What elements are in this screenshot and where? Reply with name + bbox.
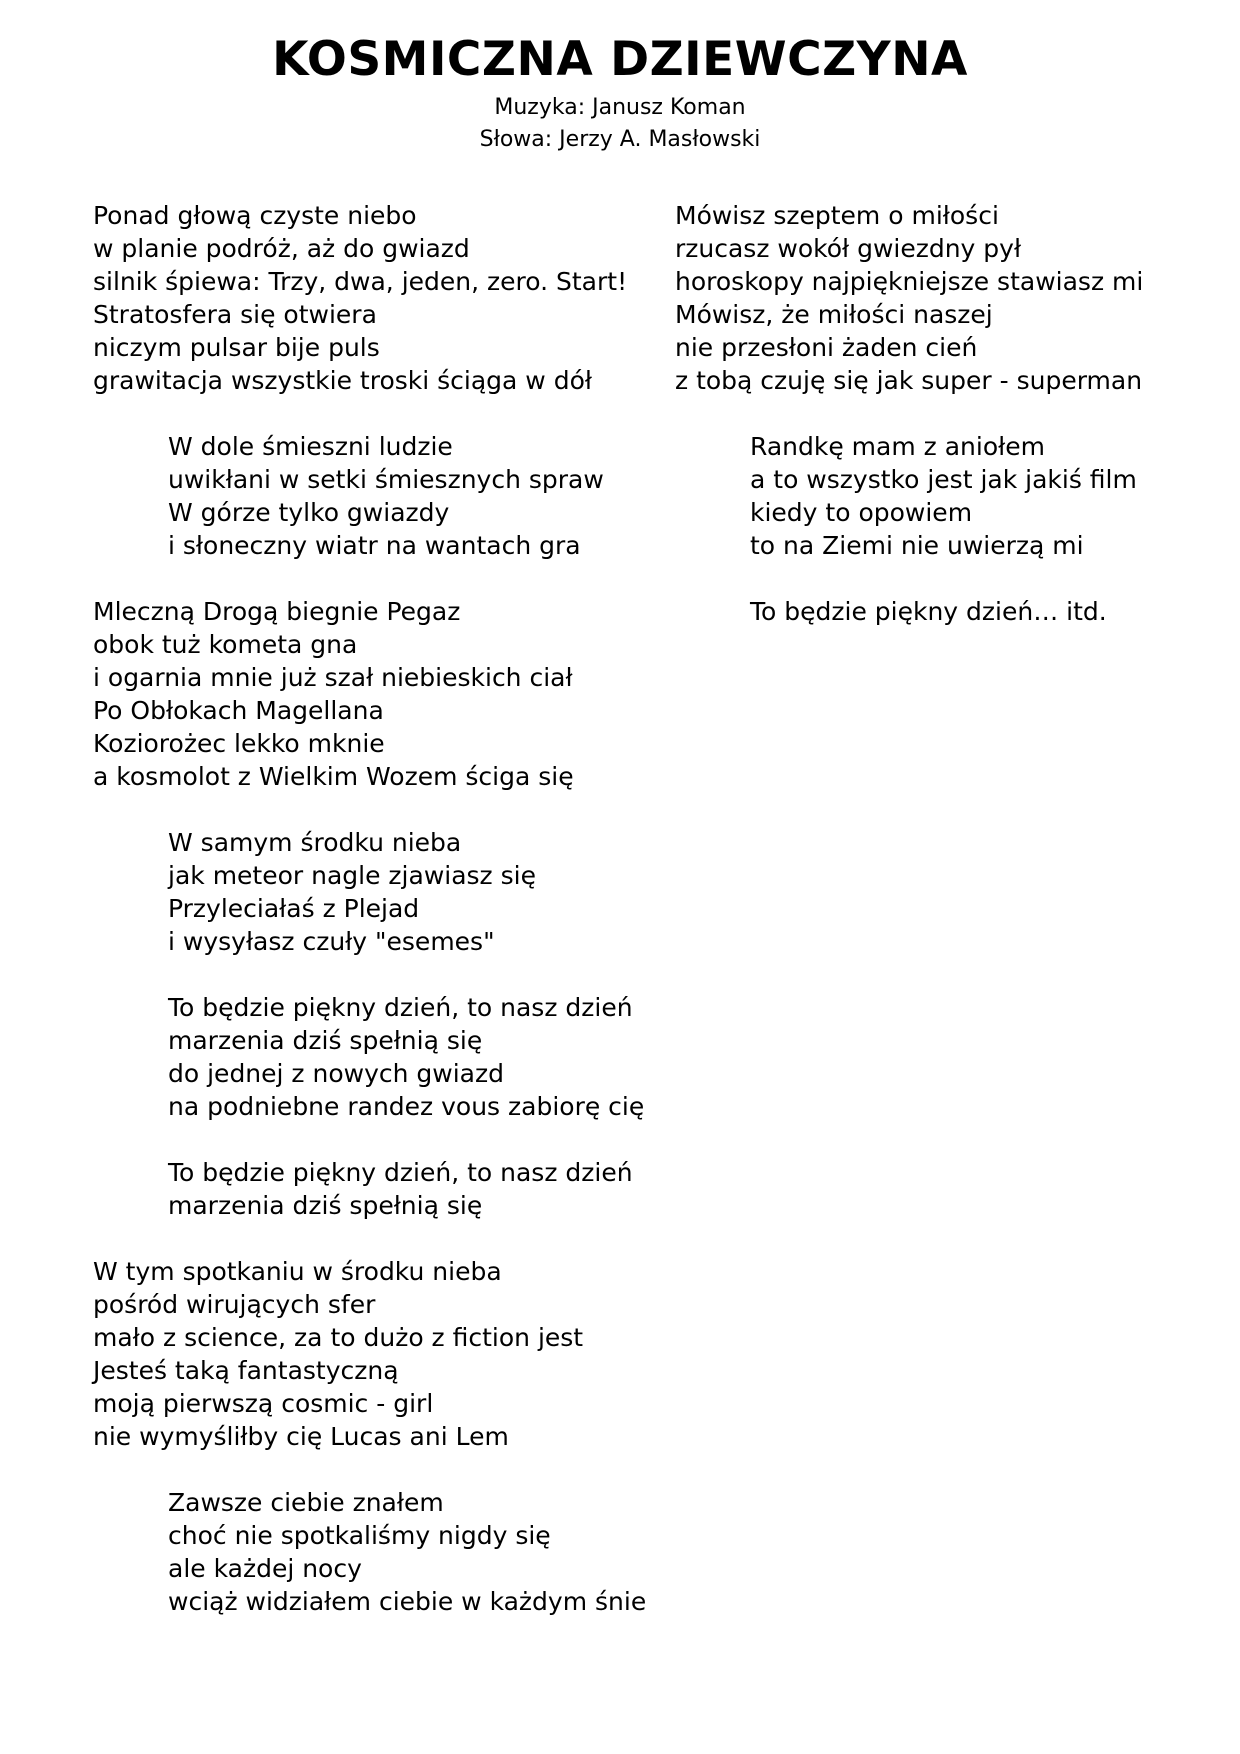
lyric-line: To będzie piękny dzień… itd.	[750, 597, 1107, 626]
lyric-line: W dole śmieszni ludzie	[168, 432, 453, 461]
lyric-line: do jednej z nowych gwiazd	[168, 1059, 504, 1088]
lyric-line: marzenia dziś spełnią się	[168, 1191, 483, 1220]
lyric-line: mało z science, za to dużo z fiction jest	[93, 1323, 584, 1352]
lyric-line: rzucasz wokół gwiezdny pył	[675, 234, 1022, 263]
lyric-line: choć nie spotkaliśmy nigdy się	[168, 1521, 551, 1550]
lyric-line: wciąż widziałem ciebie w każdym śnie	[168, 1587, 647, 1616]
stanza-chorus	[93, 826, 653, 958]
lyric-line: ale każdej nocy	[168, 1554, 362, 1583]
lyric-line: niczym pulsar bije puls	[93, 333, 380, 362]
lyrics-credit: Słowa: Jerzy A. Masłowski	[479, 127, 761, 152]
stanza-chorus	[675, 595, 1235, 628]
lyric-line: To będzie piękny dzień, to nasz dzień	[168, 1158, 633, 1187]
lyric-line: uwikłani w setki śmiesznych spraw	[168, 465, 604, 494]
lyric-line: Koziorożec lekko mknie	[93, 729, 385, 758]
lyric-line: Jesteś taką fantastyczną	[93, 1356, 399, 1385]
lyric-line: grawitacja wszystkie troski ściąga w dół	[93, 366, 592, 395]
lyric-line: silnik śpiewa: Trzy, dwa, jeden, zero. Start!	[93, 267, 628, 296]
lyrics-column-left	[93, 199, 653, 1651]
lyric-line: kiedy to opowiem	[750, 498, 973, 527]
lyric-line: nie wymyśliłby cię Lucas ani Lem	[93, 1422, 509, 1451]
music-credit: Muzyka: Janusz Koman	[494, 95, 746, 120]
lyrics-column-right	[675, 199, 1235, 661]
lyric-line: w planie podróż, aż do gwiazd	[93, 234, 470, 263]
lyric-line: i słoneczny wiatr na wantach gra	[168, 531, 581, 560]
lyric-line: W samym środku nieba	[168, 828, 462, 857]
lyric-line: Zawsze ciebie znałem	[168, 1488, 444, 1517]
lyric-line: horoskopy najpiękniejsze stawiasz mi	[675, 267, 1144, 296]
lyric-line: To będzie piękny dzień, to nasz dzień	[168, 993, 633, 1022]
lyric-line: a to wszystko jest jak jakiś film	[750, 465, 1137, 494]
lyric-line: z tobą czuję się jak super - superman	[675, 366, 1143, 395]
lyric-line: nie przesłoni żaden cień	[675, 333, 978, 362]
lyric-line: Przyleciałaś z Plejad	[168, 894, 420, 923]
lyric-line: i ogarnia mnie już szał niebieskich ciał	[93, 663, 573, 692]
lyric-line: W górze tylko gwiazdy	[168, 498, 450, 527]
lyric-line: na podniebne randez vous zabiorę cię	[168, 1092, 645, 1121]
stanza-verse	[675, 199, 1235, 397]
song-title: KOSMICZNA DZIEWCZYNA	[272, 32, 968, 87]
lyric-line: pośród wirujących sfer	[93, 1290, 376, 1319]
lyric-line: Mówisz szeptem o miłości	[675, 201, 999, 230]
stanza-verse	[93, 595, 653, 793]
lyric-line: jak meteor nagle zjawiasz się	[168, 861, 536, 890]
lyric-line: marzenia dziś spełnią się	[168, 1026, 483, 1055]
stanza-verse	[93, 199, 653, 397]
lyric-line: W tym spotkaniu w środku nieba	[93, 1257, 502, 1286]
stanza-chorus	[675, 430, 1235, 562]
stanza-chorus	[93, 1156, 653, 1222]
lyric-line: Po Obłokach Magellana	[93, 696, 384, 725]
lyric-line: moją pierwszą cosmic - girl	[93, 1389, 434, 1418]
song-credits	[0, 92, 1240, 156]
lyric-line: obok tuż kometa gna	[93, 630, 358, 659]
stanza-verse	[93, 1255, 653, 1453]
lyric-line: Mleczną Drogą biegnie Pegaz	[93, 597, 461, 626]
lyric-line: to na Ziemi nie uwierzą mi	[750, 531, 1084, 560]
lyric-line: Mówisz, że miłości naszej	[675, 300, 993, 329]
lyric-line: Stratosfera się otwiera	[93, 300, 377, 329]
lyric-line: Randkę mam z aniołem	[750, 432, 1045, 461]
lyric-line: i wysyłasz czuły "esemes"	[168, 927, 495, 956]
lyric-line: Ponad głową czyste niebo	[93, 201, 417, 230]
lyric-line: a kosmolot z Wielkim Wozem ściga się	[93, 762, 574, 791]
stanza-chorus	[93, 991, 653, 1123]
stanza-chorus	[93, 430, 653, 562]
stanza-chorus	[93, 1486, 653, 1618]
